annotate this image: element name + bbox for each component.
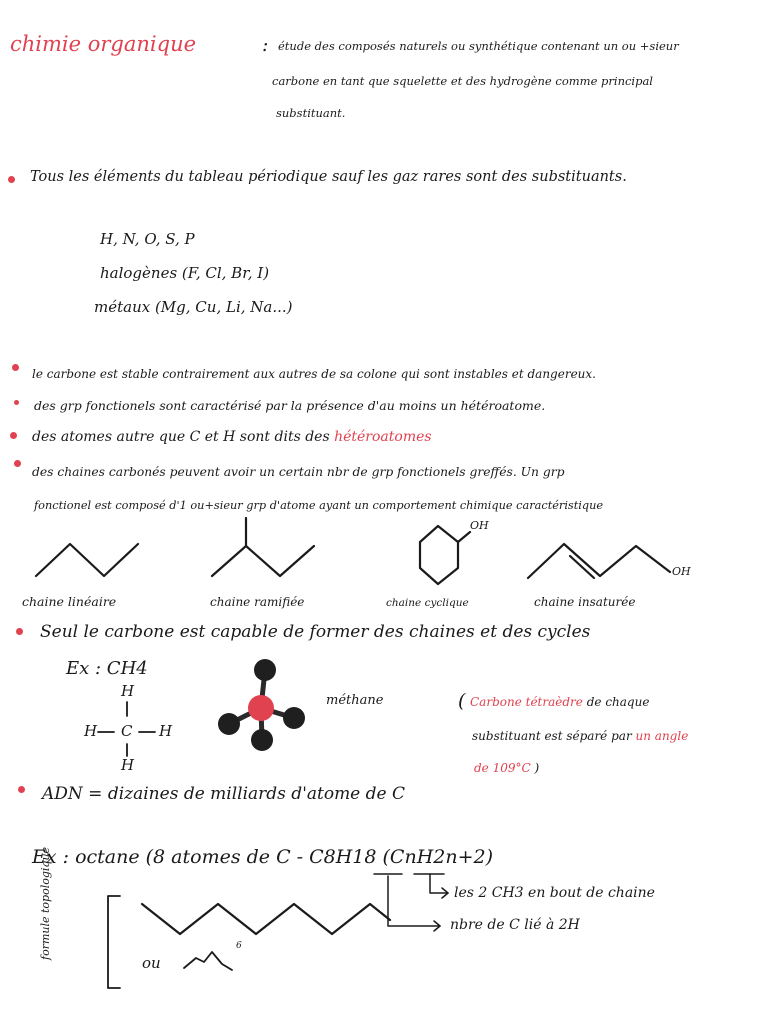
- ch4-atom-h-bottom: H: [121, 756, 135, 774]
- ch4-atom-h-top: H: [121, 682, 135, 700]
- page-title: chimie organique: [10, 32, 197, 56]
- note-close-paren: ): [534, 761, 540, 775]
- bullet-functional-groups: des grp fonctionels sont caractérisé par la présence d'au moins un hétéroatome.: [34, 398, 546, 413]
- substituents-intro: Tous les éléments du tableau périodique sauf les gaz rares sont des substituants.: [30, 169, 627, 185]
- note-open-paren: (: [458, 690, 466, 712]
- tetrahedral-text: de chaque: [586, 695, 650, 709]
- or-label: ou: [142, 954, 161, 972]
- chain-label-linear: chaine linéaire: [22, 594, 117, 609]
- ch4-atom-h-right: H: [159, 722, 173, 740]
- ch4-example: Ex : CH4: [66, 658, 148, 679]
- bullet-chains-line-1: des chaines carbonés peuvent avoir un certain nbr de grp fonctionels greffés. Un grp: [32, 465, 565, 479]
- cyclic-chain-oh-bond: [458, 532, 470, 542]
- title-colon: :: [262, 34, 269, 56]
- cyclic-chain: [420, 526, 458, 584]
- definition-line-3: substituant.: [276, 106, 346, 120]
- angle-highlight: un angle: [635, 729, 689, 743]
- adn-statement: ADN = dizaines de milliards d'atome de C: [42, 784, 406, 804]
- unsat-oh-label: OH: [672, 565, 691, 578]
- compact-formula-exponent: 6: [236, 941, 242, 951]
- definition-line-1: étude des composés naturels ou synthétique contenant un ou +sieur: [278, 39, 679, 53]
- substituent-item: halogènes (F, Cl, Br, I): [100, 264, 270, 282]
- tetrahedral-note-line-2: [472, 730, 688, 742]
- octane-zigzag: [142, 904, 390, 934]
- compact-formula: [184, 952, 232, 970]
- angle-value: de 109°C: [474, 761, 531, 775]
- linear-chain: [36, 544, 138, 576]
- unsaturated-chain: [528, 544, 670, 578]
- ch4-atom-c: C: [121, 722, 133, 740]
- tetrahedral-highlight: Carbone tétraèdre: [470, 695, 583, 709]
- bullet-dot: [18, 786, 25, 793]
- cyclic-oh-label: OH: [470, 519, 489, 532]
- heteroatoms-text: des atomes autre que C et H sont dits des: [32, 429, 330, 445]
- arrow-ch2: [388, 876, 440, 926]
- branched-chain: [212, 546, 314, 576]
- tetrahedral-text: substituant est séparé par: [472, 729, 632, 743]
- chain-label-cyclic: chaine cyclique: [386, 597, 469, 609]
- tetrahedral-note-line-3: [474, 762, 539, 774]
- heteroatoms-highlight: hétéroatomes: [334, 429, 432, 445]
- bullet-carbon-stable: le carbone est stable contrairement aux autres de sa colone qui sont instables et dangereux.: [32, 367, 596, 381]
- topological-formula-label: formule topologique: [39, 846, 52, 960]
- octane-example: Ex : octane (8 atomes de C - C8H18 (CnH2n+2): [32, 846, 494, 868]
- definition-line-2: carbone en tant que squelette et des hydrogène comme principal: [272, 74, 653, 88]
- carbon-statement: Seul le carbone est capable de former des chaines et des cycles: [40, 622, 591, 642]
- bullet-chains-line-2: fonctionel est composé d'1 ou+sieur grp d'atome ayant un comportement chimique caractéristique: [34, 499, 604, 512]
- tetrahedral-note-line-1: [470, 696, 649, 708]
- arrow-label-ch3: les 2 CH3 en bout de chaine: [454, 885, 655, 901]
- bullet-dot: [16, 628, 23, 635]
- substituent-item: H, N, O, S, P: [100, 230, 195, 248]
- methane-3d-model: [218, 659, 305, 751]
- substituent-item: métaux (Mg, Cu, Li, Na...): [94, 298, 293, 316]
- ch4-atom-h-left: H: [84, 722, 98, 740]
- formula-bracket: [108, 896, 120, 988]
- arrow-label-ch2: nbre de C lié à 2H: [450, 917, 580, 933]
- methane-label: méthane: [326, 693, 384, 708]
- chain-label-branched: chaine ramifiée: [210, 595, 305, 609]
- chain-label-unsaturated: chaine insaturée: [534, 595, 636, 609]
